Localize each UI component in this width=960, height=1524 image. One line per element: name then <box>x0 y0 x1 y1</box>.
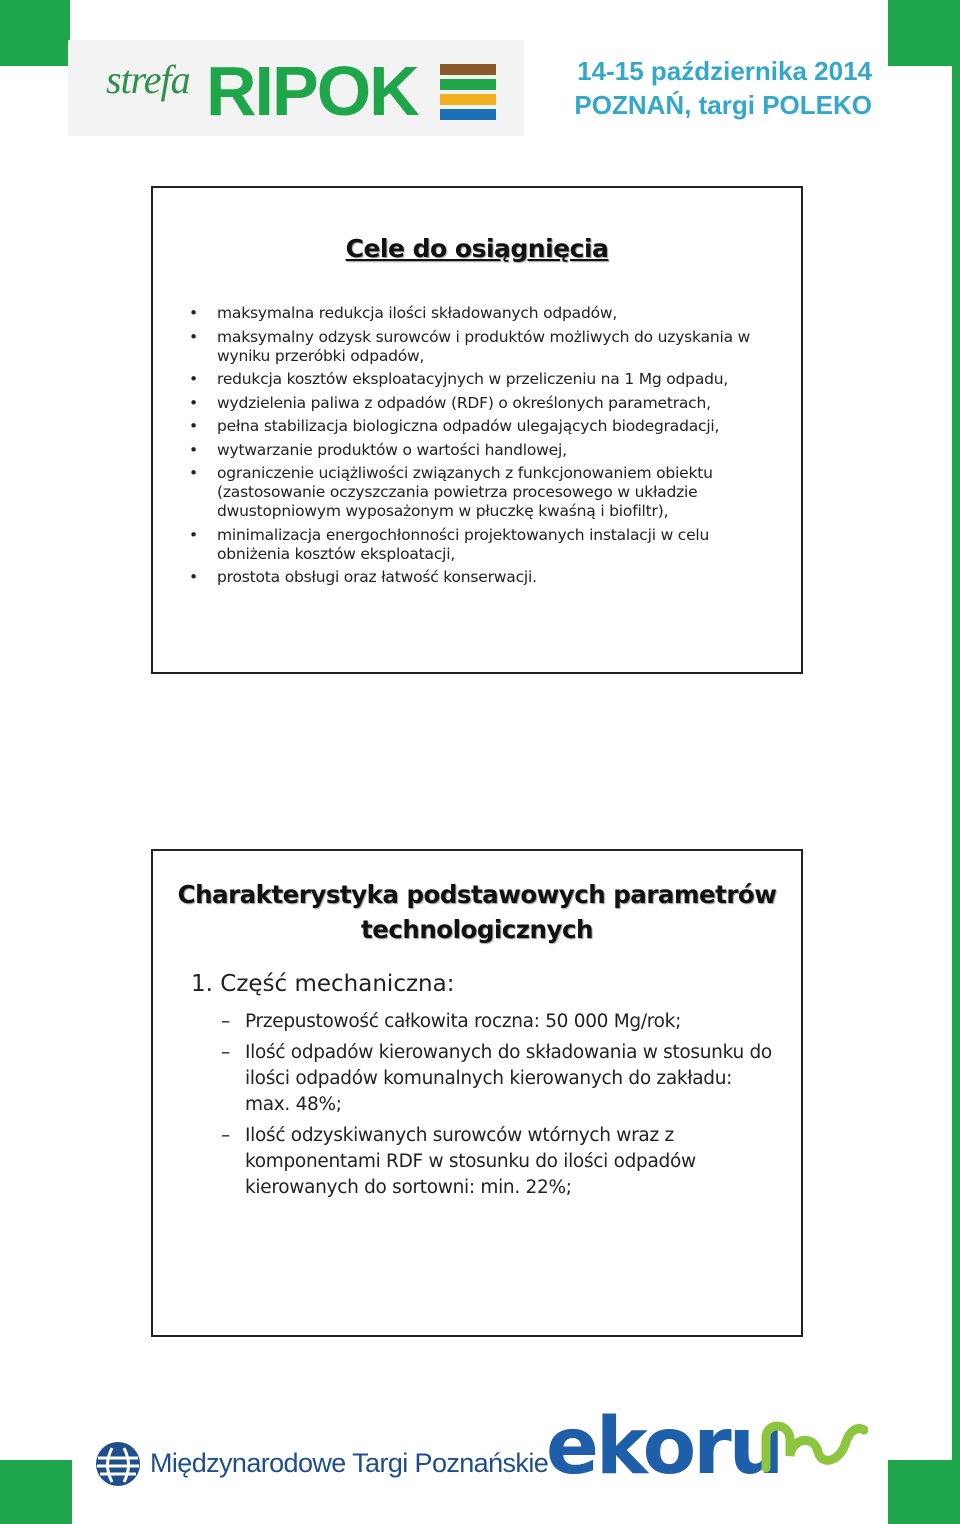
list-item: – Przepustowość całkowita roczna: 50 000 Mg/rok; <box>221 1011 682 1032</box>
ekorum-swoosh-icon <box>760 1416 868 1476</box>
list-item: • minimalizacja energochłonności projektowanych instalacji w celu obniżenia kosztów eksploatacji, <box>189 525 710 563</box>
list-item: • ograniczenie uciążliwości związanych z funkcjonowaniem obiektu (zastosowanie oczyszczania powietrza procesowego w układzie dwustopniowym wyposażonym w płuczkę kwaśną i biofiltr), <box>189 464 713 520</box>
event-place: POZNAŃ, targi POLEKO <box>574 90 872 120</box>
slide-parameters <box>151 849 803 1337</box>
list-item: – Ilość odpadów kierowanych do składowania w stosunku do ilości odpadów komunalnych kierowanych do zakładu: max. 48%; <box>221 1042 772 1115</box>
list-item: • maksymalny odzysk surowców i produktów możliwych do uzyskania w wyniku przeróbki odpadów, <box>189 327 751 365</box>
list-item: • redukcja kosztów eksploatacyjnych w przeliczeniu na 1 Mg odpadu, <box>189 370 729 388</box>
list-item: • maksymalna redukcja ilości składowanych odpadów, <box>189 304 618 322</box>
right-edge-stripe <box>952 66 960 1460</box>
corner-decoration-bottom-right <box>888 1460 960 1524</box>
list-item: • pełna stabilizacja biologiczna odpadów ulegających biodegradacji, <box>189 417 720 435</box>
ekorum-logo-text: ekoru <box>546 1402 782 1492</box>
section-heading: 1. Część mechaniczna: <box>191 971 455 997</box>
slide-goals <box>151 186 803 674</box>
slide-title: Charakterystyka podstawowych parametrów technologicznych <box>177 880 777 944</box>
list-item: • prostota obsługi oraz łatwość konserwacji. <box>189 568 537 586</box>
list-item: – Ilość odzyskiwanych surowców wtórnych wraz z komponentami RDF w stosunku do ilości odpadów kierowanych do sortowni: min. 22%; <box>221 1125 696 1198</box>
logo-bars-icon <box>440 64 496 120</box>
mtp-globe-icon <box>94 1440 142 1488</box>
list-item: • wytwarzanie produktów o wartości handlowej, <box>189 440 567 459</box>
mtp-logo-text: Międzynarodowe Targi Poznańskie <box>150 1448 549 1478</box>
logo-strefa-text: strefa <box>106 57 190 102</box>
list-item: • wydzielenia paliwa z odpadów (RDF) o określonych parametrach, <box>189 393 711 412</box>
corner-decoration-top-right <box>888 0 960 66</box>
corner-decoration-bottom-left <box>0 1460 72 1524</box>
corner-decoration-top-left <box>0 0 70 66</box>
logo-ripok-text: RIPOK <box>206 52 418 130</box>
event-date: 14-15 października 2014 <box>577 56 872 86</box>
slide-title: Cele do osiągnięcia <box>345 234 609 263</box>
goals-list <box>189 304 781 592</box>
parameters-list <box>223 1009 779 1206</box>
